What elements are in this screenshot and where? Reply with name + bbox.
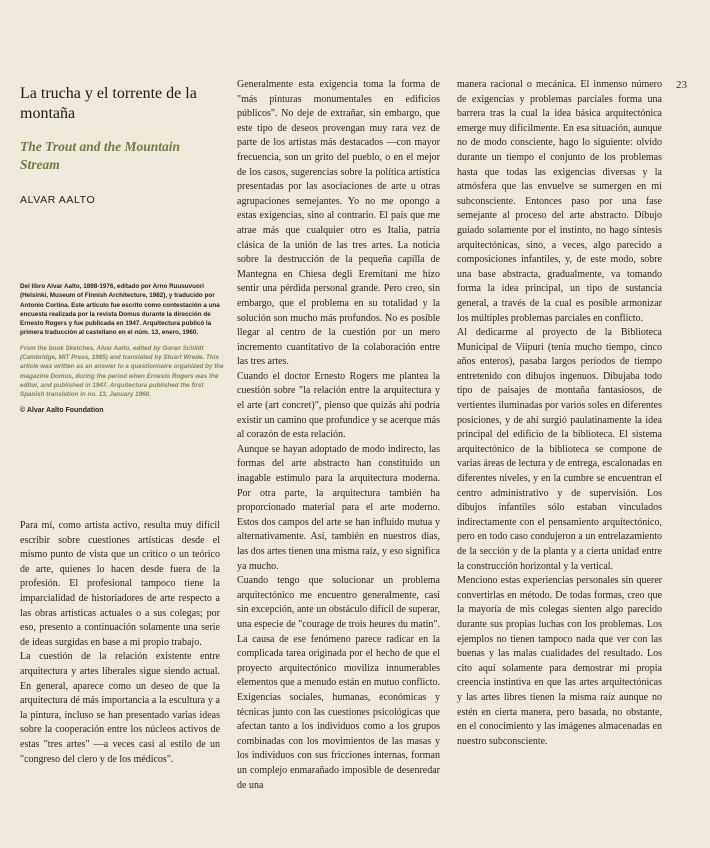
credit-spanish: Del libro Alvar Aalto, 1898-1976, editado por Arno Ruusuvuori (Helsinki, Museum of Finnish Architecture, 1982), y traducido por Antonio Cortina. Este artículo fue escrito como contestación a una encuesta realizada por la revista Domus durante la dirección de Ernesto Rogers y fue publicada en 1947. Arquitectura publicó la primera traducción al castellano en el núm. 13, enero, 1960. [20, 283, 220, 337]
paragraph: Cuando el doctor Ernesto Rogers me plantea la cuestión sobre "la relación entre la arquitectura y el arte (art concret)", pienso que quizás ahí podría existir un camino que profundice y se acerque más al corazón de esta relación. [237, 370, 440, 441]
article-title: La trucha y el torrente de la montaña [20, 85, 197, 122]
paragraph: La cuestión de la relación existente entre arquitectura y artes liberales sigue siendo actual. En general, aparece como un deseo de que la arquitectura dé más importancia a la escultura y a la pintura, incluso se han presentado varias ideas sobre la cooperación entre los núcleos activos de estas "tres artes" —a veces casi al estilo de un "congreso del clero y de los médicos". [20, 651, 220, 765]
paragraph: Generalmente esta exigencia toma la forma de "más pinturas monumentales en edificios públicos". No deje de extrañar, sin embargo, que este tipo de deseos provengan muy rara vez de parte de los artistas más destacados —con mayor frecuencia, son un grito del pueblo, o en el mejor de los casos, sugerencias sobre la política artística presentadas por las asociaciones de arte u otras agrupaciones semejantes. Yo no me opongo a estas exigencias, sino al contrario. El país que me atrae más que cualquier otro es Italia, patria clásica de la unión de las tres artes. La noticia sobre la destrucción de la pequeña capilla de Mantegna en Chiesa degli Eremitani me hizo sentir una pérdida personal grande. Pero creo, sin embargo, que el problema en su totalidad y la solución son mucho más profundos. No es posible llegar al centro de la cuestión por un mero incremento cuantitativo de la colaboración entre las tres artes. [237, 79, 440, 368]
article-title-english: The Trout and the Mountain Stream [20, 139, 181, 172]
page-number: 23 [676, 79, 687, 91]
paragraph: Para mí, como artista activo, resulta muy difícil escribir sobre cuestiones artísticas desde el mismo punto de vista que un crítico o un teórico de arte, quienes lo hacen desde fuera de la profesión. El profesional tampoco tiene la imparcialidad de historiadores de arte respecto a las obras artísticas actuales o a sus colegas; por eso, presento a continuación solamente una serie de ideas surgidas en base a mi propio trabajo. [20, 520, 220, 648]
paragraph: Cuando tengo que solucionar un problema arquitectónico me encuentro generalmente, casi sin excepción, ante un obstáculo difícil de superar, una especie de "courage de trois heures du matin". La causa de ese fenómeno parece radicar en la complicada tarea originada por el hecho de que el proyecto arquitectónico moviliza innumerables elementos que a menudo están en mutuo conflicto. Exigencias sociales, humanas, económicas y técnicas junto con las cuestiones psicológicas que afectan tanto a los individuos como a los grupos combinadas con los movimientos de las masas y los individuos con sus fricciones internas, forman un complejo enmarañado imposible de desenredar de una [237, 575, 440, 791]
credit-english: From the book Sketches, Alvar Aalto, edited by Goran Schildt (Cambridge, MIT Press, 1985) and translated by Stuart Wrede. This article was written as an answer to a questionnaire organized by the magazine Domus, during the period when Ernesto Rogers was the editor, and published in 1947. Arquitectura published the first Spanish translation in no. 13, January 1960. [20, 344, 224, 399]
paragraph: Menciono estas experiencias personales sin querer convertirlas en método. De todas formas, creo que la mayoría de mis colegas sienten algo parecido durante sus propias luchas con los problemas. Los ejemplos no tienen tampoco nada que ver con las buenas y las malas cualidades del resultado. Los cito aquí solamente para demostrar mi propia creencia instintiva en que las artes arquitectónicas y las artes libres tienen la misma raíz aunque no estén en cierta manera, pero basada, no obstante, en el conocimiento y las imágenes almacenadas en nuestro subconsciente. [457, 575, 662, 747]
credits-block [20, 282, 226, 416]
paragraph: manera racional o mecánica. El inmenso número de exigencias y problemas parciales forma una barrera tras la cual la idea básica arquitectónica emerge muy difícilmente. En esa situación, aunque no de modo consciente, hago lo siguiente: olvido durante un tiempo el conjunto de los problemas hasta que todas las exigencias diversas y la atmósfera que las envuelve se sumergen en mi subconsciente. Entonces paso por una fase semejante al proceso del arte abstracto. Dibujo guiado solamente por el instinto, no hago síntesis arquitectónicas, sino, a veces, algo parecido a composiciones infantiles, y, de este modo, sobre una base abstracta, gradualmente, va tomando forma la idea principal, un tipo de sustancia general, a través de la cual es posible armonizar los múltiples problemas parciales en conflicto. [457, 79, 662, 324]
text-column-1 [20, 519, 220, 767]
author-name: ALVAR AALTO [20, 194, 96, 206]
text-column-3 [457, 78, 662, 749]
copyright-notice: © Alvar Aalto Foundation [20, 406, 104, 414]
paragraph: Aunque se hayan adoptado de modo indirecto, las formas del arte abstracto han constituido un inagable estímulo para la arquitectura moderna. Por otra parte, la arquitectura también ha proporcionado material para el arte moderno. Estos dos campos del arte se han influido mutua y alternativamente. Así, también en nuestros días, las dos artes tienen una misma raíz, y eso significa ya mucho. [237, 443, 440, 572]
text-column-2 [237, 78, 440, 793]
paragraph: Al dedicarme al proyecto de la Biblioteca Municipal de Viipuri (tenía mucho tiempo, cinco años enteros), pasaba largos períodos de tiempo entretenido con dibujos ingenuos. Dibujaba todo tipo de paisajes de montaña fantasiosos, de vertientes iluminadas por varios soles en diferentes posiciones, y de ahí surgió paulatinamente la idea principal del edificio de la biblioteca. El sistema arquitectónico de la biblioteca se compone de varias áreas de lectura y de entrega, escalonadas en diferentes niveles, y en la cumbre se encuentran el centro administrativo y de supervisión. Los dibujos infantiles sólo estaban vinculados indirectamente con el pensamiento arquitectónico, pero en todo caso condujeron a un entrelazamiento de la sección y de la planta y a cierta unidad entre la construcción horizontal y la vertical. [457, 327, 662, 572]
